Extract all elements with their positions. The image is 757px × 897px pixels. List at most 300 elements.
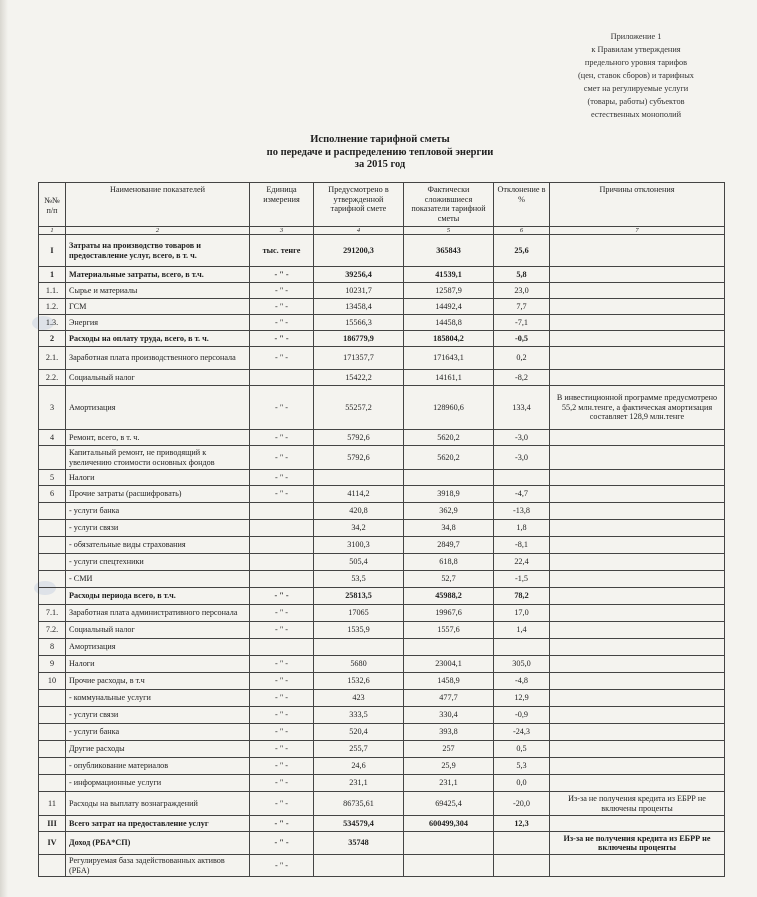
row-reason [550,758,725,775]
row-plan-value: 53,5 [314,571,404,588]
row-fact-value: 41539,1 [404,267,494,283]
row-number: 11 [39,792,66,816]
row-number: 2.1. [39,347,66,370]
row-unit: - " - [250,446,314,470]
table-row [39,386,725,430]
row-number [39,775,66,792]
row-unit: - " - [250,470,314,486]
row-name: Заработная плата административного персонала [66,605,250,622]
row-reason [550,775,725,792]
row-name: Доход (РБА*СП) [66,832,250,855]
row-number [39,554,66,571]
row-plan-value: 420,8 [314,503,404,520]
row-unit: - " - [250,816,314,832]
row-deviation: 23,0 [494,283,550,299]
row-deviation: -4,7 [494,486,550,503]
row-fact-value: 362,9 [404,503,494,520]
row-name: - услуги банка [66,503,250,520]
row-deviation: 7,7 [494,299,550,315]
row-plan-value [314,470,404,486]
column-index: 6 [494,227,550,235]
row-number [39,537,66,554]
row-fact-value: 393,8 [404,724,494,741]
row-deviation: -3,0 [494,446,550,470]
row-plan-value: 5792,6 [314,446,404,470]
row-number [39,571,66,588]
tariff-estimate-table [38,182,725,877]
row-reason [550,267,725,283]
row-reason [550,741,725,758]
column-index: 2 [66,227,250,235]
table-row [39,235,725,267]
row-fact-value: 14161,1 [404,370,494,386]
row-deviation: 78,2 [494,588,550,605]
row-deviation: 0,5 [494,741,550,758]
table-row [39,758,725,775]
row-name: - услуги связи [66,520,250,537]
row-unit: - " - [250,486,314,503]
row-unit: - " - [250,724,314,741]
row-reason [550,707,725,724]
table-row [39,430,725,446]
row-reason: В инвестиционной программе предусмотрено 55,2 млн.тенге, а фактическая амортизация составляет 128,9 млн.тенге [550,386,725,430]
table-row [39,283,725,299]
row-reason [550,537,725,554]
row-name: Заработная плата производственного персонала [66,347,250,370]
row-plan-value [314,639,404,656]
row-number: 2 [39,331,66,347]
row-unit: - " - [250,690,314,707]
row-plan-value: 24,6 [314,758,404,775]
row-name: Амортизация [66,386,250,430]
row-reason [550,470,725,486]
row-name: Затраты на производство товаров и предоставление услуг, всего, в т. ч. [66,235,250,267]
table-row [39,554,725,571]
row-name: Расходы периода всего, в т.ч. [66,588,250,605]
row-deviation: 0,2 [494,347,550,370]
row-number [39,741,66,758]
row-unit: - " - [250,331,314,347]
table-row [39,832,725,855]
row-number: I [39,235,66,267]
appendix-line: Приложение 1 [610,32,662,41]
row-name: Всего затрат на предоставление услуг [66,816,250,832]
row-number: 1 [39,267,66,283]
row-fact-value: 52,7 [404,571,494,588]
row-deviation: -13,8 [494,503,550,520]
row-unit: - " - [250,347,314,370]
row-unit: - " - [250,622,314,639]
row-plan-value: 1532,6 [314,673,404,690]
document-title [200,134,560,172]
row-unit [250,537,314,554]
row-number [39,690,66,707]
row-unit: - " - [250,267,314,283]
row-reason [550,283,725,299]
row-fact-value: 618,8 [404,554,494,571]
row-number: 8 [39,639,66,656]
row-reason [550,347,725,370]
row-name: Ремонт, всего, в т. ч. [66,430,250,446]
row-number [39,707,66,724]
table-row [39,537,725,554]
table-header-row [39,183,725,227]
row-fact-value: 600499,304 [404,816,494,832]
row-unit [250,503,314,520]
table-row [39,503,725,520]
table-row [39,571,725,588]
row-deviation: 12,3 [494,816,550,832]
row-reason [550,571,725,588]
row-plan-value: 10231,7 [314,283,404,299]
row-number: 3 [39,386,66,430]
row-number: 10 [39,673,66,690]
row-plan-value: 5680 [314,656,404,673]
row-deviation [494,470,550,486]
row-deviation: -8,1 [494,537,550,554]
row-name: Налоги [66,656,250,673]
row-fact-value [404,832,494,855]
row-reason: Из-за не получения кредита из ЕБРР не включены проценты [550,832,725,855]
row-plan-value: 505,4 [314,554,404,571]
row-unit: - " - [250,775,314,792]
table-row [39,520,725,537]
appendix-line: предельного уровня тарифов [584,58,688,67]
row-fact-value: 14492,4 [404,299,494,315]
row-name: - опубликование материалов [66,758,250,775]
row-unit: - " - [250,855,314,877]
row-number: 4 [39,430,66,446]
row-deviation: -20,0 [494,792,550,816]
row-reason [550,370,725,386]
row-number [39,520,66,537]
table-row [39,816,725,832]
row-fact-value: 2849,7 [404,537,494,554]
table-row [39,673,725,690]
row-plan-value: 15422,2 [314,370,404,386]
row-reason [550,622,725,639]
row-number: 2.2. [39,370,66,386]
row-plan-value: 171357,7 [314,347,404,370]
row-name: Сырье и материалы [66,283,250,299]
header-name: Наименование показателей [66,183,250,227]
row-name: - услуги банка [66,724,250,741]
row-name: Прочие расходы, в т.ч [66,673,250,690]
row-plan-value: 520,4 [314,724,404,741]
row-number [39,855,66,877]
row-reason [550,673,725,690]
row-unit [250,554,314,571]
row-name: Налоги [66,470,250,486]
row-unit: - " - [250,386,314,430]
row-name: Амортизация [66,639,250,656]
row-unit: - " - [250,588,314,605]
row-name: - услуги связи [66,707,250,724]
row-reason [550,315,725,331]
row-reason [550,430,725,446]
row-name: Капитальный ремонт, не приводящий к увеличению стоимости основных фондов [66,446,250,470]
column-index: 5 [404,227,494,235]
row-plan-value: 15566,3 [314,315,404,331]
column-index: 4 [314,227,404,235]
table-row [39,486,725,503]
row-number: 1.1. [39,283,66,299]
row-number: 1.2. [39,299,66,315]
row-unit [250,571,314,588]
row-reason [550,554,725,571]
table-row [39,315,725,331]
row-plan-value: 255,7 [314,741,404,758]
row-deviation: 133,4 [494,386,550,430]
row-number: 6 [39,486,66,503]
row-fact-value: 257 [404,741,494,758]
row-deviation: 25,6 [494,235,550,267]
row-unit: - " - [250,758,314,775]
row-number [39,503,66,520]
row-plan-value: 13458,4 [314,299,404,315]
title-line: по передаче и распределению тепловой энергии [266,146,494,158]
row-reason [550,855,725,877]
header-reason: Причины отклонения [550,183,725,227]
row-number: 5 [39,470,66,486]
table-row [39,370,725,386]
row-unit: - " - [250,605,314,622]
row-name: Социальный налог [66,370,250,386]
row-fact-value: 3918,9 [404,486,494,503]
header-number: №№ п/п [39,183,66,227]
row-fact-value: 19967,6 [404,605,494,622]
row-name: - услуги спецтехники [66,554,250,571]
row-plan-value: 17065 [314,605,404,622]
header-unit: Единица измерения [250,183,314,227]
row-plan-value: 291200,3 [314,235,404,267]
row-name: Регулируемая база задействованных активов (РБА) [66,855,250,877]
row-fact-value: 5620,2 [404,446,494,470]
table-row [39,622,725,639]
row-name: - коммунальные услуги [66,690,250,707]
row-name: Социальный налог [66,622,250,639]
row-plan-value: 3100,3 [314,537,404,554]
row-fact-value: 1458,9 [404,673,494,690]
row-deviation: -4,8 [494,673,550,690]
row-number [39,588,66,605]
row-reason [550,605,725,622]
row-fact-value: 69425,4 [404,792,494,816]
appendix-line: естественных монополий [590,110,682,119]
row-plan-value: 34,2 [314,520,404,537]
column-index-row [39,227,725,235]
row-unit: - " - [250,707,314,724]
row-fact-value: 477,7 [404,690,494,707]
row-fact-value: 23004,1 [404,656,494,673]
row-deviation: -1,5 [494,571,550,588]
row-unit: тыс. тенге [250,235,314,267]
row-reason [550,235,725,267]
row-number: IV [39,832,66,855]
title-line: Исполнение тарифной сметы [310,134,450,145]
appendix-line: (товары, работы) субъектов [587,97,685,106]
row-unit: - " - [250,832,314,855]
column-index: 7 [550,227,725,235]
row-fact-value: 34,8 [404,520,494,537]
row-reason [550,656,725,673]
table-row [39,605,725,622]
table-row [39,690,725,707]
row-unit [250,520,314,537]
table-row [39,707,725,724]
row-reason [550,588,725,605]
row-deviation: 5,8 [494,267,550,283]
row-unit: - " - [250,792,314,816]
row-plan-value: 1535,9 [314,622,404,639]
row-number [39,724,66,741]
table-row [39,656,725,673]
row-unit: - " - [250,741,314,758]
appendix-note [556,30,716,121]
table-row [39,331,725,347]
row-name: - СМИ [66,571,250,588]
row-deviation [494,855,550,877]
row-name: Расходы на оплату труда, всего, в т. ч. [66,331,250,347]
row-name: - обязательные виды страхования [66,537,250,554]
row-unit: - " - [250,283,314,299]
row-fact-value: 1557,6 [404,622,494,639]
row-name: - информационные услуги [66,775,250,792]
row-fact-value: 231,1 [404,775,494,792]
table-row [39,792,725,816]
appendix-line: к Правилам утверждения [591,45,681,54]
row-unit: - " - [250,315,314,331]
row-deviation: -24,3 [494,724,550,741]
row-deviation: -8,2 [494,370,550,386]
row-deviation: 1,8 [494,520,550,537]
row-unit: - " - [250,299,314,315]
table-row [39,446,725,470]
row-deviation [494,639,550,656]
row-deviation: -0,5 [494,331,550,347]
row-unit [250,639,314,656]
row-reason [550,724,725,741]
row-fact-value: 330,4 [404,707,494,724]
row-fact-value: 12587,9 [404,283,494,299]
title-line: за 2015 год [354,159,406,170]
row-unit: - " - [250,673,314,690]
row-number: 1.3. [39,315,66,331]
header-deviation: Отклонение в % [494,183,550,227]
row-fact-value: 14458,8 [404,315,494,331]
row-fact-value: 5620,2 [404,430,494,446]
row-fact-value: 171643,1 [404,347,494,370]
row-fact-value [404,855,494,877]
table-row [39,855,725,877]
row-deviation [494,832,550,855]
row-plan-value: 231,1 [314,775,404,792]
column-index: 1 [39,227,66,235]
table-row [39,588,725,605]
row-reason [550,446,725,470]
row-number: 9 [39,656,66,673]
row-reason [550,503,725,520]
table-row [39,299,725,315]
row-deviation: 305,0 [494,656,550,673]
row-deviation: 22,4 [494,554,550,571]
row-fact-value [404,639,494,656]
row-deviation: -3,0 [494,430,550,446]
row-reason [550,299,725,315]
row-deviation: -7,1 [494,315,550,331]
row-plan-value: 55257,2 [314,386,404,430]
row-plan-value: 25813,5 [314,588,404,605]
row-reason: Из-за не получения кредита из ЕБРР не включены проценты [550,792,725,816]
row-unit: - " - [250,430,314,446]
row-fact-value: 128960,6 [404,386,494,430]
row-name: Другие расходы [66,741,250,758]
row-number: 7.1. [39,605,66,622]
row-plan-value: 5792,6 [314,430,404,446]
row-fact-value: 185804,2 [404,331,494,347]
row-name: Расходы на выплату вознаграждений [66,792,250,816]
row-plan-value: 333,5 [314,707,404,724]
row-reason [550,331,725,347]
appendix-line: (цен, ставок сборов) и тарифных [578,71,694,80]
row-deviation: 12,9 [494,690,550,707]
header-fact: Фактически сложившиеся показатели тарифной сметы [404,183,494,227]
row-plan-value: 186779,9 [314,331,404,347]
row-deviation: 0,0 [494,775,550,792]
row-number [39,758,66,775]
row-unit [250,370,314,386]
row-unit: - " - [250,656,314,673]
row-name: Прочие затраты (расшифровать) [66,486,250,503]
row-reason [550,639,725,656]
table-row [39,470,725,486]
row-name: Материальные затраты, всего, в т.ч. [66,267,250,283]
row-number: 7.2. [39,622,66,639]
row-deviation: -0,9 [494,707,550,724]
row-deviation: 17,0 [494,605,550,622]
column-index: 3 [250,227,314,235]
row-fact-value: 365843 [404,235,494,267]
table-row [39,347,725,370]
row-reason [550,486,725,503]
row-fact-value: 45988,2 [404,588,494,605]
row-plan-value: 86735,61 [314,792,404,816]
page-edge [0,0,8,897]
table-row [39,639,725,656]
row-deviation: 1,4 [494,622,550,639]
row-number: III [39,816,66,832]
row-number [39,446,66,470]
row-reason [550,816,725,832]
row-name: ГСМ [66,299,250,315]
row-plan-value: 35748 [314,832,404,855]
row-reason [550,690,725,707]
table-row [39,775,725,792]
appendix-line: смет на регулируемые услуги [583,84,689,93]
table-row [39,724,725,741]
row-plan-value [314,855,404,877]
table-row [39,267,725,283]
table-row [39,741,725,758]
row-fact-value [404,470,494,486]
row-deviation: 5,3 [494,758,550,775]
row-plan-value: 39256,4 [314,267,404,283]
row-reason [550,520,725,537]
row-plan-value: 4114,2 [314,486,404,503]
row-plan-value: 423 [314,690,404,707]
row-name: Энергия [66,315,250,331]
row-fact-value: 25,9 [404,758,494,775]
